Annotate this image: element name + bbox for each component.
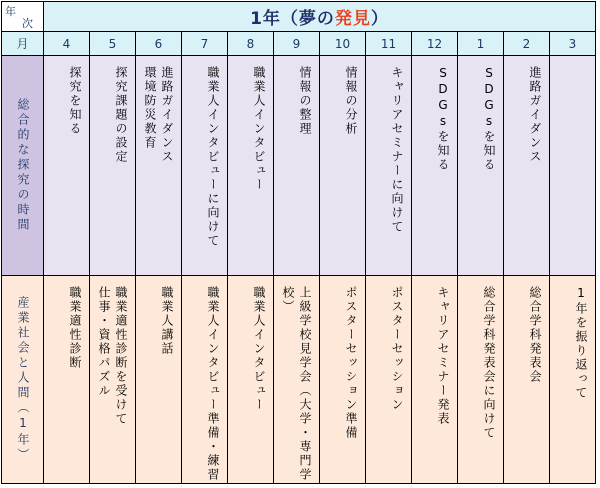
title-cell bbox=[44, 2, 596, 32]
cell-text: 仕事・資格パズル bbox=[97, 286, 111, 398]
grade-corner-cell bbox=[2, 2, 44, 32]
schedule-cell bbox=[320, 56, 366, 276]
cell-text: 情報の分析 bbox=[344, 66, 358, 136]
month-cell: 3 bbox=[550, 32, 596, 56]
cell-text: 職業人インタビュー bbox=[252, 66, 266, 192]
month-cell: 7 bbox=[182, 32, 228, 56]
cell-text: 上級学校見学会（大学・専門学校） bbox=[281, 286, 312, 482]
schedule-cell bbox=[228, 56, 274, 276]
cell-text: ポスターセッション bbox=[390, 286, 404, 412]
schedule-cell bbox=[274, 276, 320, 484]
month-cell: 11 bbox=[366, 32, 412, 56]
month-cell: 12 bbox=[412, 32, 458, 56]
cell-text: SDGsを知る bbox=[436, 66, 450, 172]
month-label-cell: 月 bbox=[2, 32, 44, 56]
cell-text: 総合学科発表会 bbox=[528, 286, 542, 384]
row-label-text: 産業社会と人間（1年） bbox=[16, 296, 30, 463]
corner-label-ji: 次 bbox=[22, 17, 33, 30]
schedule-cell bbox=[228, 276, 274, 484]
schedule-cell bbox=[504, 56, 550, 276]
schedule-cell bbox=[366, 276, 412, 484]
cell-text: 職業適性診断を受けて bbox=[114, 286, 128, 426]
schedule-cell bbox=[274, 56, 320, 276]
schedule-cell bbox=[458, 56, 504, 276]
schedule-cell bbox=[504, 276, 550, 484]
cell-text: 職業人インタビュー準備・練習 bbox=[206, 286, 220, 482]
page-title bbox=[250, 4, 389, 29]
schedule-cell bbox=[44, 276, 90, 484]
cell-text: 職業人講話 bbox=[160, 286, 174, 356]
cell-text: SDGsを知る bbox=[482, 66, 496, 172]
cell-text: ポスターセッション準備 bbox=[344, 286, 358, 440]
cell-text: 職業適性診断 bbox=[68, 286, 82, 370]
cell-text: 環境防災教育 bbox=[143, 66, 157, 150]
cell-text: キャリアセミナーに向けて bbox=[390, 66, 404, 234]
schedule-cell bbox=[458, 276, 504, 484]
row-label-sangyou bbox=[2, 276, 44, 484]
cell-text: 進路ガイダンス bbox=[160, 66, 174, 164]
month-cell: 4 bbox=[44, 32, 90, 56]
cell-text: 総合学科発表会に向けて bbox=[482, 286, 496, 440]
schedule-cell bbox=[90, 56, 136, 276]
schedule-cell bbox=[412, 56, 458, 276]
schedule-cell bbox=[136, 56, 182, 276]
cell-text: 情報の整理 bbox=[298, 66, 312, 136]
row-label-sougou bbox=[2, 56, 44, 276]
month-cell: 8 bbox=[228, 32, 274, 56]
month-cell: 2 bbox=[504, 32, 550, 56]
schedule-cell bbox=[90, 276, 136, 484]
cell-text: 探究を知る bbox=[68, 66, 82, 136]
row-label-text: 総合的な探究の時間 bbox=[16, 98, 30, 233]
schedule-cell bbox=[182, 56, 228, 276]
title-suffix: ） bbox=[370, 9, 389, 29]
schedule-cell bbox=[550, 276, 596, 484]
schedule-grid bbox=[1, 1, 596, 484]
month-cell: 1 bbox=[458, 32, 504, 56]
title-accent: 発見 bbox=[334, 9, 371, 29]
month-cell: 5 bbox=[90, 32, 136, 56]
schedule-cell bbox=[320, 276, 366, 484]
schedule-cell bbox=[366, 56, 412, 276]
month-cell: 6 bbox=[136, 32, 182, 56]
month-cell: 9 bbox=[274, 32, 320, 56]
cell-text: 進路ガイダンス bbox=[528, 66, 542, 164]
schedule-cell bbox=[550, 56, 596, 276]
cell-text: 探究課題の設定 bbox=[114, 66, 128, 164]
cell-text: キャリアセミナー発表 bbox=[436, 286, 450, 426]
schedule-cell bbox=[412, 276, 458, 484]
corner-label-nen: 年 bbox=[5, 5, 16, 18]
schedule-cell bbox=[136, 276, 182, 484]
cell-text: 職業人インタビューに向けて bbox=[206, 66, 220, 248]
cell-text: 職業人インタビュー bbox=[252, 286, 266, 412]
month-cell: 10 bbox=[320, 32, 366, 56]
cell-text: 1年を振り返って bbox=[574, 286, 588, 400]
schedule-cell bbox=[44, 56, 90, 276]
schedule-cell bbox=[182, 276, 228, 484]
title-prefix: 1年（夢の bbox=[250, 9, 335, 29]
